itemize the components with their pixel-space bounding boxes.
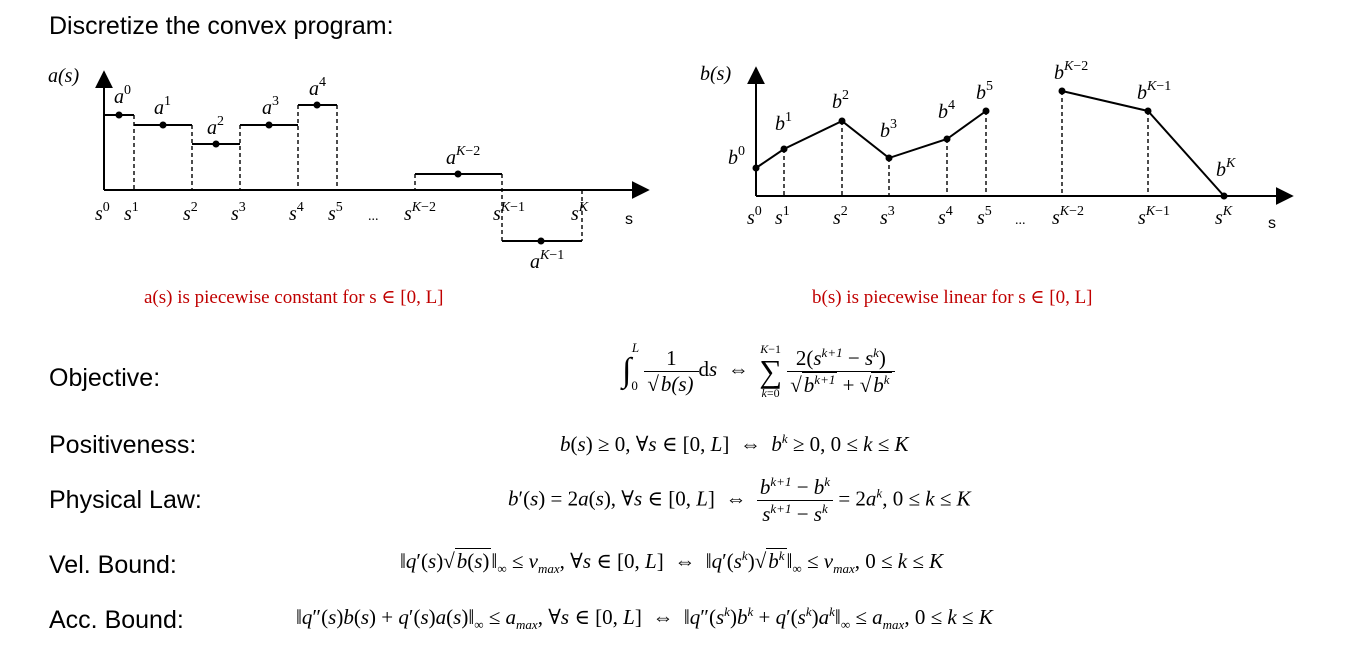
a-tick-sK-1: $s^K-1$ <box>493 200 526 225</box>
label-b0: $b^0$ <box>728 144 745 169</box>
a-tick-s3: $s^3$ <box>231 200 246 225</box>
row-label-positiveness: Positiveness: <box>49 431 197 459</box>
label-b5: $b^5$ <box>976 79 993 104</box>
label-b4: $b^4$ <box>938 98 955 123</box>
label-a4: $a^4$ <box>309 75 326 100</box>
label-a2: $a^2$ <box>207 114 224 139</box>
label-b1: $b^1$ <box>775 110 792 135</box>
b-tick-s5: $s^5$ <box>977 204 992 229</box>
a-tick-sK: $s^K$ <box>571 200 589 225</box>
b-ylabel: b(s) <box>700 63 732 85</box>
b-tick-sK-1: $s^K-1$ <box>1138 204 1171 229</box>
label-bK: $b^K$ <box>1216 156 1236 181</box>
caption-b: b(s) is piecewise linear for s ∈ [0, L] <box>812 287 1093 308</box>
label-a0: $a^0$ <box>114 83 131 108</box>
row-label-objective: Objective: <box>49 364 161 392</box>
b-xaxis-end: s <box>1268 215 1276 232</box>
label-aK-2: $a^K-2$ <box>446 144 481 169</box>
row-label-vel-bound: Vel. Bound: <box>49 551 177 579</box>
label-bK-2: $b^K-2$ <box>1054 59 1089 84</box>
b-tick-sK-2: $s^K-2$ <box>1052 204 1085 229</box>
label-b3: $b^3$ <box>880 117 897 142</box>
a-tick-dots: ... <box>368 209 379 224</box>
equation-vel-bound: $‖q'(s)√b(s)‖_\infty \le v_{max}$, ∀s ∈ [0, L] ⇔ $‖q'(s^k)√b^k‖_\infty \le v_{max}$, 0 ≤ k ≤ K <box>400 548 944 577</box>
label-aK-1: $a^K-1$ <box>530 248 565 273</box>
b-tick-s4: $s^4$ <box>938 204 953 229</box>
b-tick-s2: $s^2$ <box>833 204 848 229</box>
equation-physical-law: b′(s) = 2a(s), ∀s ∈ [0, L] ⇔ $\frac{b^{k+1} - b^k}{s^{k+1} - s^k}$ = $2a^k$, 0 ≤ k ≤ K <box>508 474 971 526</box>
equation-positiveness: b(s) ≥ 0, ∀s ∈ [0, L] ⇔ $b^k \ge 0$, 0 ≤ k ≤ K <box>560 431 909 456</box>
b-tick-s3: $s^3$ <box>880 204 895 229</box>
a-tick-s4: $s^4$ <box>289 200 304 225</box>
plot-a <box>48 65 648 273</box>
b-tick-s0: $s^0$ <box>747 204 762 229</box>
label-a3: $a^3$ <box>262 94 279 119</box>
label-b2: $b^2$ <box>832 88 849 113</box>
page-title: Discretize the convex program: <box>49 12 394 40</box>
a-xaxis-end: s <box>625 211 633 228</box>
b-curve-2 <box>1062 91 1224 196</box>
equation-objective: $\int_0^L$ $\frac{1}{√b(s)}$ ds ⇔ K−1 ∑ k=0 $\frac{2(s^{k+1} - s^k)}{√b^{k+1} + √b^k}$ <box>622 340 895 399</box>
a-tick-s1: $s^1$ <box>124 200 139 225</box>
row-label-physical-law: Physical Law: <box>49 486 202 514</box>
a-tick-s0: $s^0$ <box>95 200 110 225</box>
b-tick-dots: ... <box>1015 213 1026 228</box>
plot-b <box>700 59 1292 232</box>
b-tick-s1: $s^1$ <box>775 204 790 229</box>
plots-canvas <box>0 0 1351 320</box>
a-tick-s5: $s^5$ <box>328 200 343 225</box>
a-ylabel: a(s) <box>48 65 80 87</box>
equation-acc-bound: ‖q″(s)b(s) + $q'(s)a(s)‖_\infty \le a_{max}$, ∀s ∈ [0, L] ⇔ $‖q''(s^k)b^k$ + $q'(s^k)a^k‖_\infty \le a_{max}$, 0 ≤ k ≤ K <box>296 604 993 633</box>
label-bK-1: $b^K-1$ <box>1137 79 1172 104</box>
label-a1: $a^1$ <box>154 94 171 119</box>
a-tick-sK-2: $s^K-2$ <box>404 200 437 225</box>
caption-a: a(s) is piecewise constant for s ∈ [0, L] <box>144 287 444 308</box>
b-tick-sK: $s^K$ <box>1215 204 1233 229</box>
row-label-acc-bound: Acc. Bound: <box>49 606 184 634</box>
a-tick-s2: $s^2$ <box>183 200 198 225</box>
